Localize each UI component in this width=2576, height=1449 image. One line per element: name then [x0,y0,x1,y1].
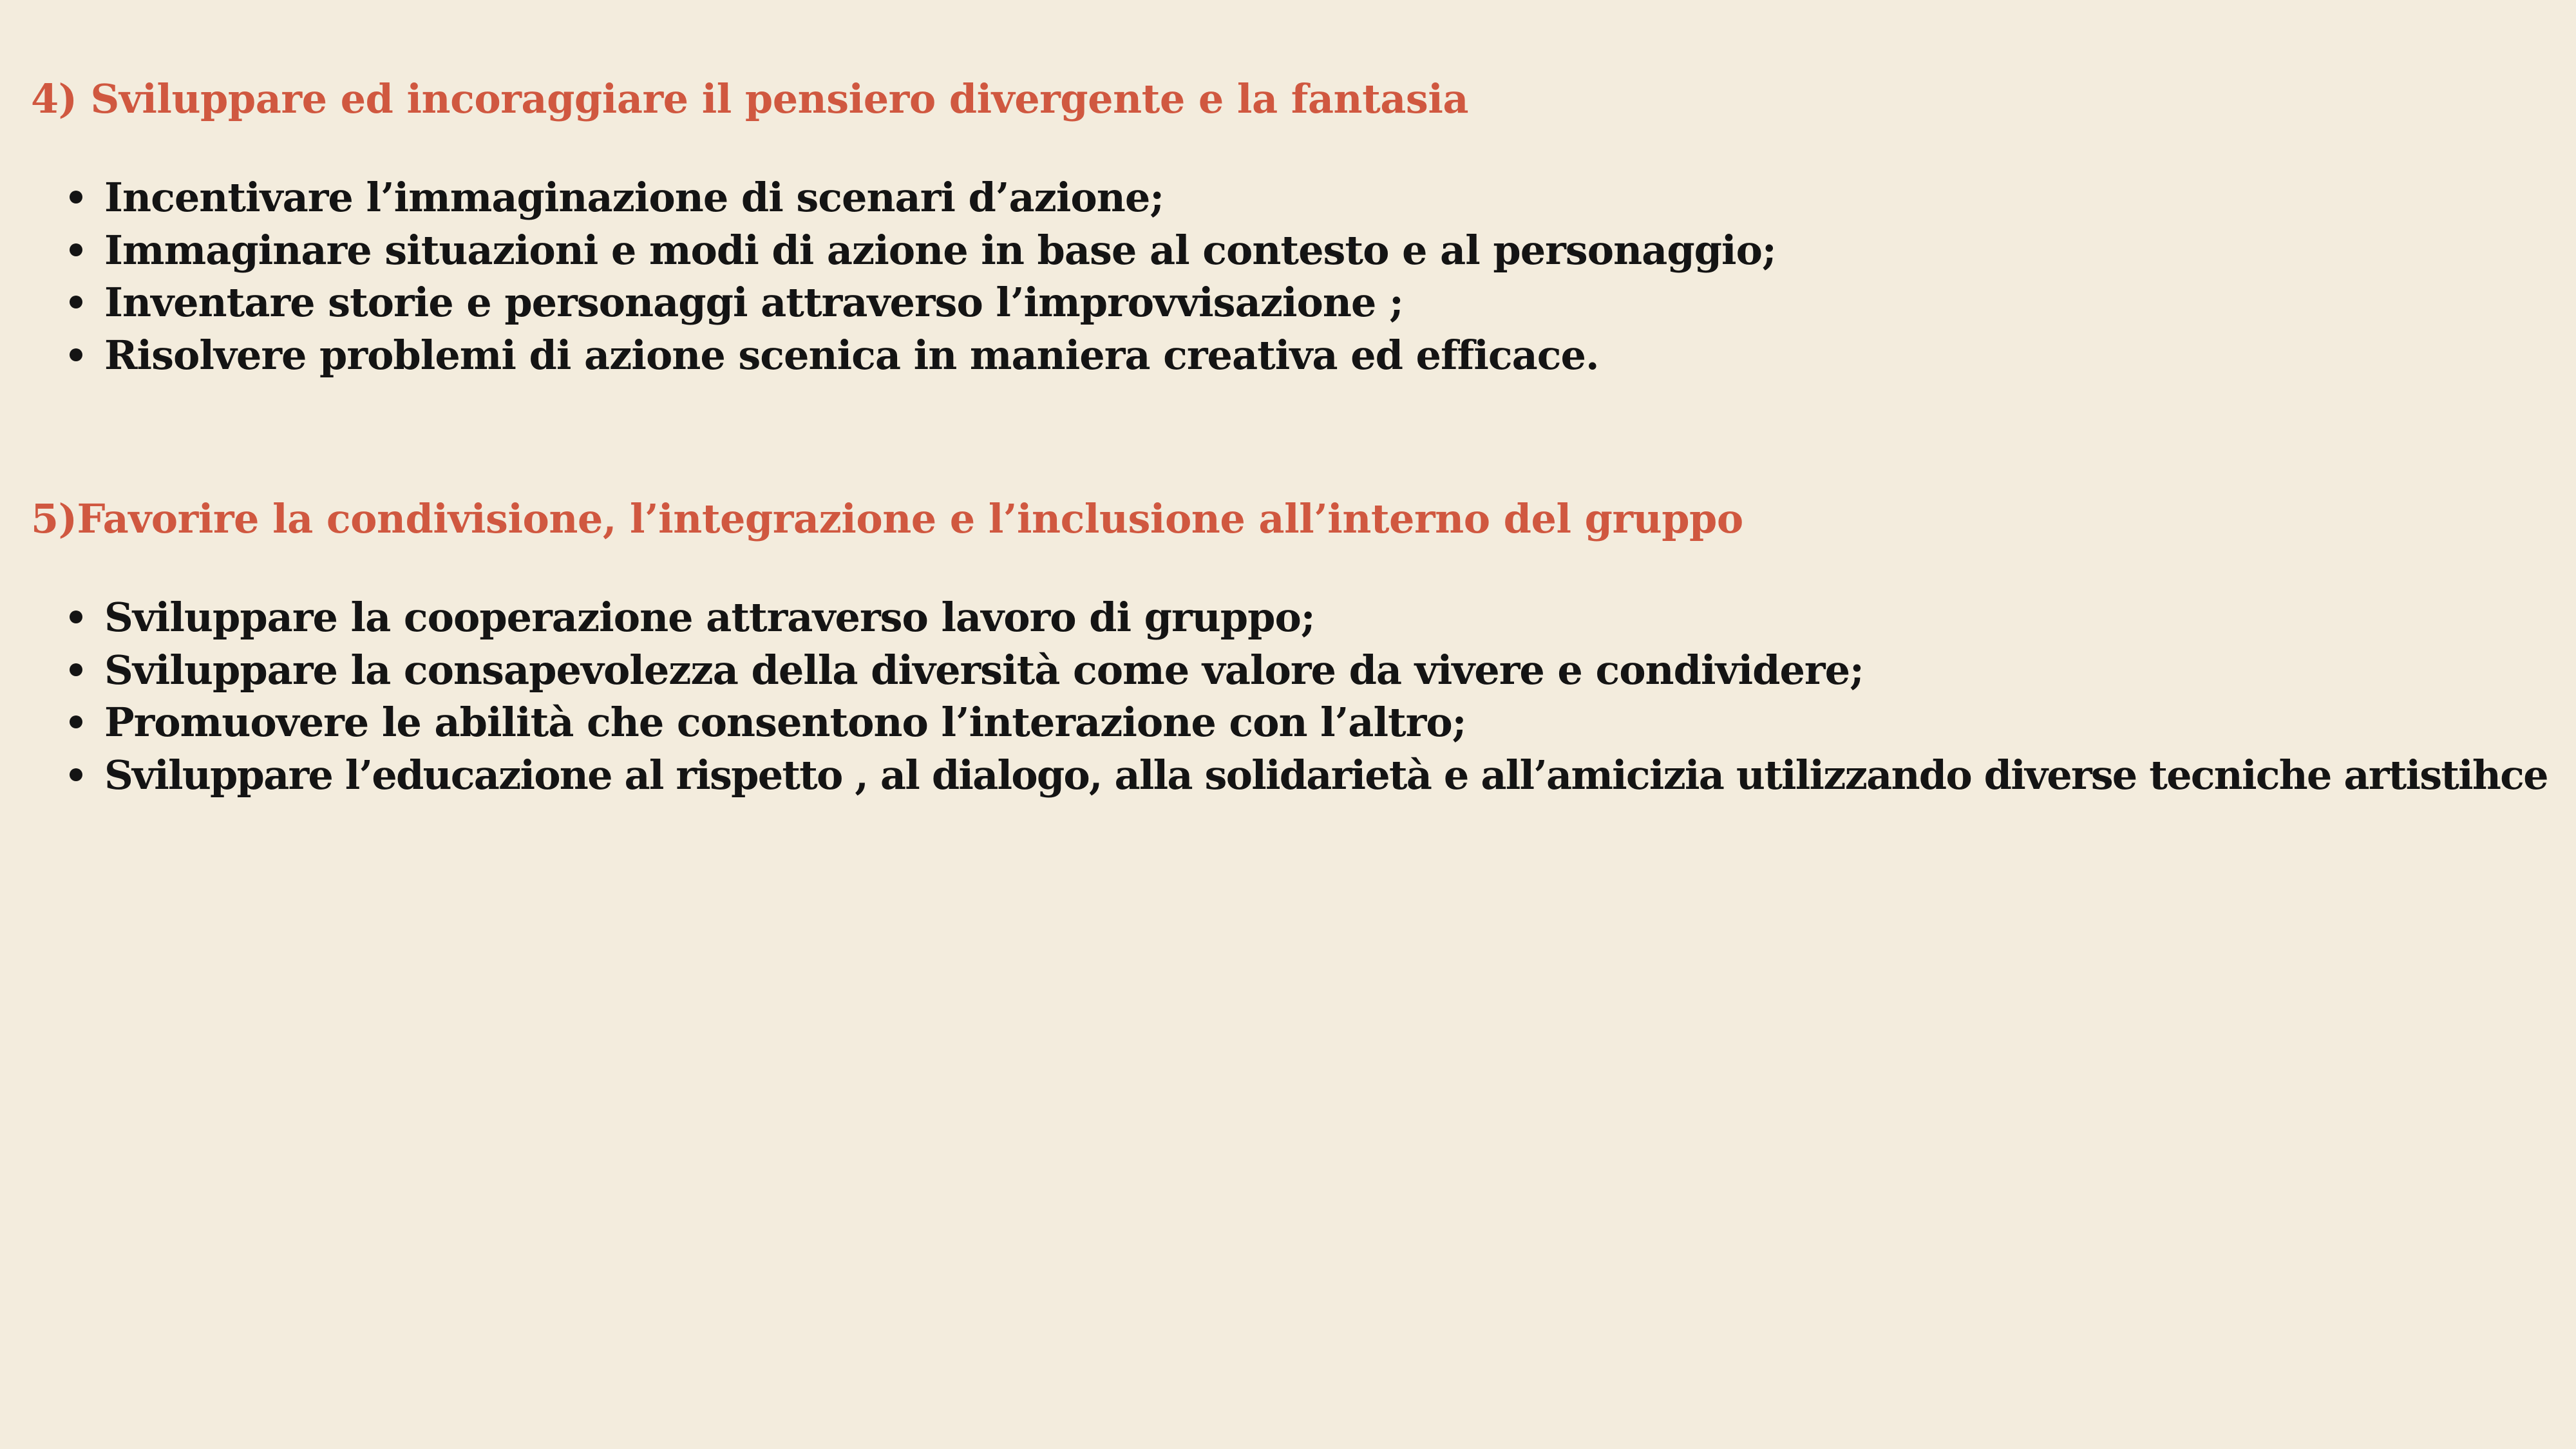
list-item-text: Promuovere le abilità che consentono l’interazione con l’altro; [104,699,1466,746]
bullet-list [31,171,2568,381]
bullet-dot-icon [70,715,82,728]
list-item-text: Inventare storie e personaggi attraverso l’improvvisazione ; [104,279,1403,326]
list-item [31,329,2568,382]
bullet-dot-icon [70,243,82,256]
list-item [31,171,2568,224]
section-heading: 5)Favorire la condivisione, l’integrazione e l’inclusione all’interno del gruppo [31,495,1743,542]
list-item-text: Sviluppare la consapevolezza della diversità come valore da vivere e condividere; [104,646,1864,694]
bullet-dot-icon [70,348,82,361]
bullet-dot-icon [70,663,82,676]
objective-section-5 [31,488,2568,801]
list-item [31,644,2568,697]
list-item [31,224,2568,277]
bullet-dot-icon [70,611,82,623]
bullet-list [31,591,2568,801]
list-item-text: Sviluppare la cooperazione attraverso lavoro di gruppo; [104,594,1315,641]
list-item [31,591,2568,644]
bullet-dot-icon [70,768,82,781]
bullet-dot-icon [70,296,82,308]
section-heading: 4) Sviluppare ed incoraggiare il pensiero divergente e la fantasia [31,75,1469,122]
list-item-text: Incentivare l’immaginazione di scenari d’azione; [104,174,1164,221]
bullet-dot-icon [70,191,82,204]
list-item [31,276,2568,329]
list-item [31,696,2568,749]
list-item [31,749,2568,802]
objective-section-4 [31,68,2568,381]
list-item-text: Risolvere problemi di azione scenica in maniera creativa ed efficace. [104,331,1599,379]
list-item-text: Immaginare situazioni e modi di azione in base al contesto e al personaggio; [104,226,1776,274]
list-item-text: Sviluppare l’educazione al rispetto , al dialogo, alla solidarietà e all’amicizia utilizzando diverse tecniche artistihce [104,751,2548,799]
